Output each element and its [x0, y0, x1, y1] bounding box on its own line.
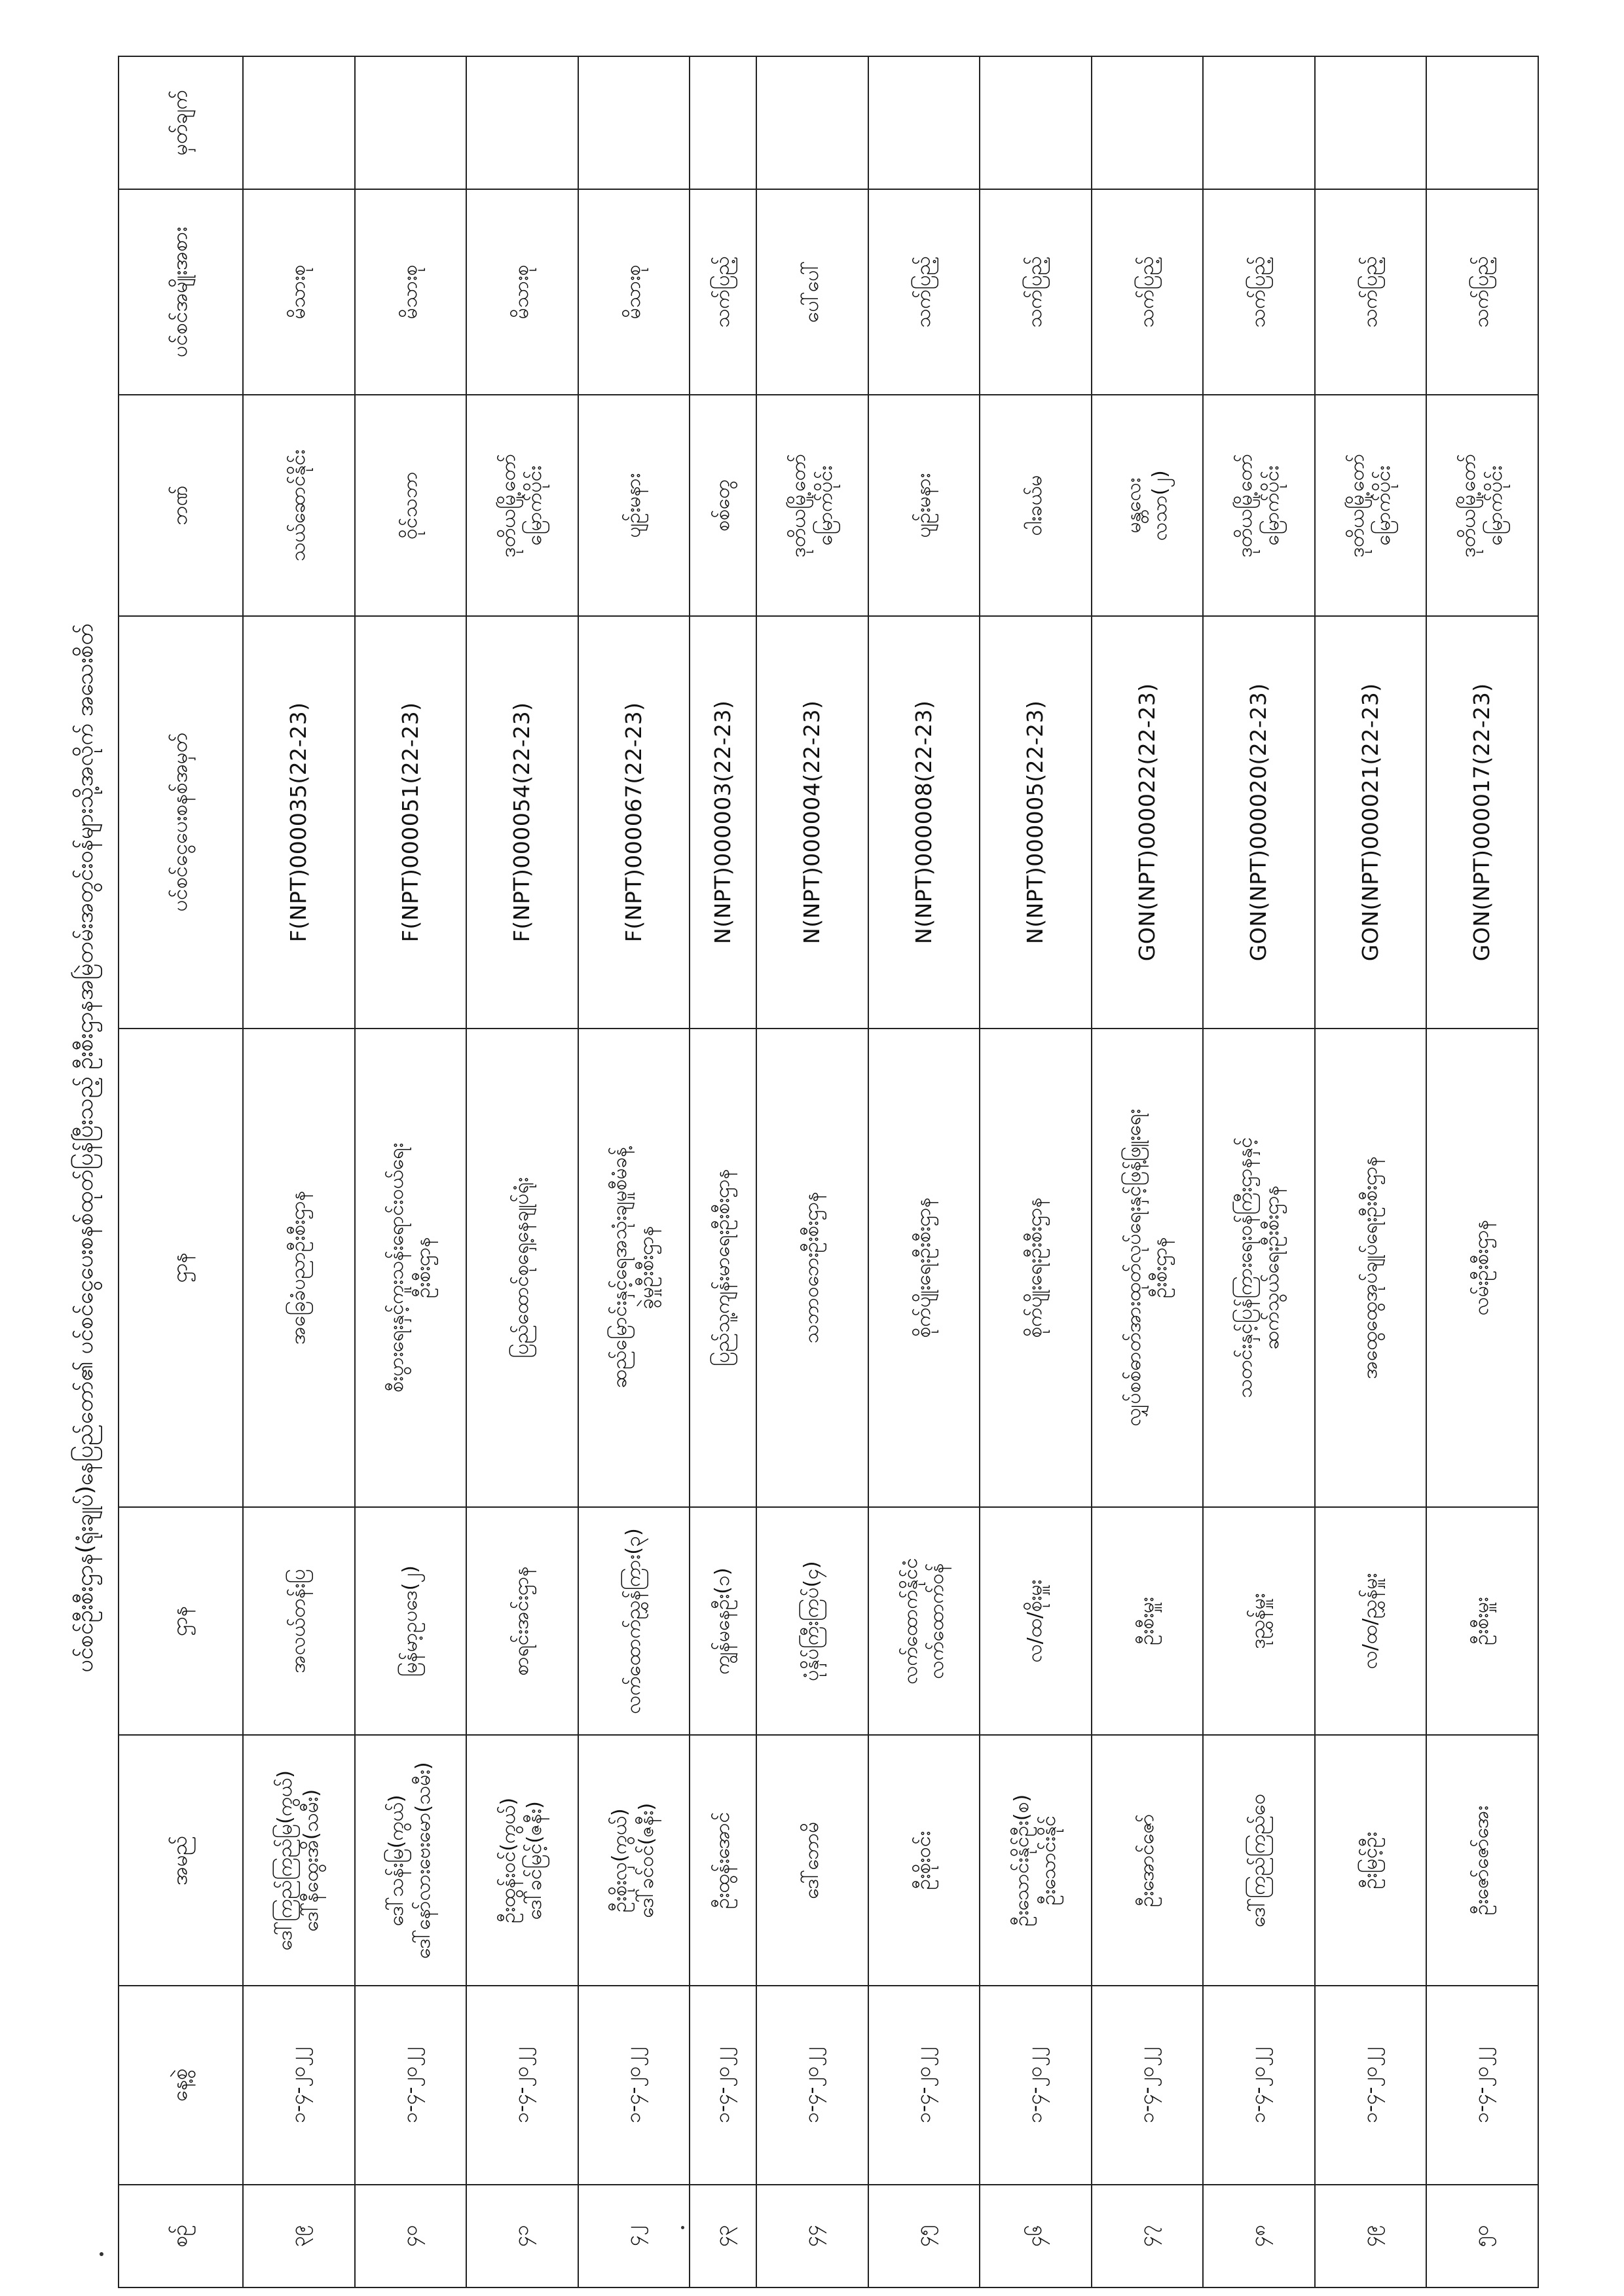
- col-header-bank: ဘဏ်: [119, 395, 243, 615]
- cell-bank: ဒုတိယမြို့တော် မြောက်ပိုင်း: [1315, 395, 1427, 615]
- cell-pension-no: N(NPT)000008(22-23): [868, 616, 980, 1029]
- cell-type: သက်ပြည့်: [980, 189, 1092, 395]
- cell-pension-no: N(NPT)000003(22-23): [690, 616, 756, 1029]
- cell-date: ၁-၄-၂၀၂၂: [243, 1986, 355, 2185]
- cell-remark: [1092, 56, 1204, 189]
- cell-department: စီးပွားရေးနှင့်ကူးသန်းရောင်းဝယ်ရေး ဦးစီးဌာန: [355, 1029, 467, 1507]
- cell-no: ၄၇: [1092, 2185, 1204, 2287]
- cell-pension-no: F(NPT)000051(22-23): [355, 616, 467, 1029]
- cell-pension-no: N(NPT)000004(22-23): [756, 616, 868, 1029]
- cell-office: ဦးစီးမှူး: [1092, 1507, 1204, 1736]
- cell-office: ဦးစီးမှူး: [1426, 1507, 1538, 1736]
- col-header-name: အမည်: [119, 1735, 243, 1985]
- cell-bank: ဝါးခယ်မ: [980, 395, 1092, 615]
- cell-department: သဘာဝဘေးဦးစီးဌာန: [756, 1029, 868, 1507]
- cell-date: ၁-၄-၂၀၂၂: [1426, 1986, 1538, 2185]
- cell-pension-no: GON(NPT)000021(22-23): [1315, 616, 1427, 1029]
- cell-no: ၃၉: [243, 2185, 355, 2287]
- cell-department: အခြေခံပညာဦးစီးဌာန: [243, 1029, 355, 1507]
- table-row: [1092, 56, 1204, 2287]
- cell-date: ၁-၄-၂၀၂၂: [1203, 1986, 1315, 2185]
- table-row: [868, 56, 980, 2287]
- cell-bank: မန္တလေး လသာ(၂): [1092, 395, 1204, 615]
- cell-office: ကျွန်မနေဦး(၁): [690, 1507, 756, 1736]
- col-header-no: စဉ်: [119, 2185, 243, 2287]
- cell-office: လက်ထောက်ညွှန်ကြား(၃): [578, 1507, 690, 1736]
- cell-bank: ပျဉ်းမနား: [578, 395, 690, 615]
- cell-office: ဒုညွှန်မှူး: [1203, 1507, 1315, 1736]
- cell-remark: [868, 56, 980, 189]
- cell-remark: [1315, 56, 1427, 189]
- cell-department: စိုက်ပျိုးရေးဦးစီးဌာန: [980, 1029, 1092, 1507]
- cell-department: အထွေထွေအုပ်ချုပ်ရေးဦးစီးဌာန: [1315, 1029, 1427, 1507]
- cell-date: ၁-၄-၂၀၂၂: [868, 1986, 980, 2185]
- col-header-type: ပင်စင်အမျိုးအစား: [119, 189, 243, 395]
- cell-date: ၁-၄-၂၀၂၂: [756, 1986, 868, 2185]
- col-header-remark: မှတ်ချက်: [119, 56, 243, 189]
- cell-type: သက်ပြည့်: [868, 189, 980, 395]
- cell-type: မိသားစု: [243, 189, 355, 395]
- cell-date: ၁-၄-၂၀၂၂: [1092, 1986, 1204, 2185]
- cell-name: ဦးဇော်ဇော်အေး: [1426, 1735, 1538, 1985]
- cell-remark: [466, 56, 578, 189]
- cell-no: ၄၉: [1315, 2185, 1427, 2287]
- table-row: [980, 56, 1092, 2287]
- cell-office: လ/ထ/စိုးမှူး: [980, 1507, 1092, 1736]
- cell-office: လက်ထောက်နိုင်ငံ လက်ထောက်ဝန်: [868, 1507, 980, 1736]
- cell-department: ပြည်ထောင်စုရှေ့နေချုပ်ရုံး: [466, 1029, 578, 1507]
- cell-type: သက်ပြည့်: [690, 189, 756, 395]
- cell-date: ၁-၄-၂၀၂၂: [1315, 1986, 1427, 2185]
- header-row: [119, 56, 243, 2287]
- cell-name: ဦးစိုးလှ(ကွယ်) ဒေါ်ခင်ဝင်(ဇနီး): [578, 1735, 690, 1985]
- cell-bank: သယ်ဆောင်နိုင်း: [243, 395, 355, 615]
- cell-remark: [578, 56, 690, 189]
- cell-type: သက်ပြည့်: [1426, 189, 1538, 395]
- cell-department: ပြည်သူ့ကျန်းမာရေးဦးစီးဌာန: [690, 1029, 756, 1507]
- table-row: [466, 56, 578, 2287]
- cell-pension-no: GON(NPT)000020(22-23): [1203, 616, 1315, 1029]
- cell-name: ဦးထွန်းဝင်(ကွယ်) ဒေါ်ခင်မြင့်(ဇနီး): [466, 1735, 578, 1985]
- cell-office: စာရင်းအင်းဌာန: [466, 1507, 578, 1736]
- cell-no: ၄၅: [868, 2185, 980, 2287]
- cell-remark: [1426, 56, 1538, 189]
- cell-pension-no: F(NPT)000067(22-23): [578, 616, 690, 1029]
- cell-type: သက်ပြည့်: [1315, 189, 1427, 395]
- table-row: [355, 56, 467, 2287]
- table-row: [1203, 56, 1315, 2287]
- cell-name: ဦးထွန်းအောင်: [690, 1735, 756, 1985]
- cell-type: ပေါ်ပေါ်: [756, 189, 868, 395]
- cell-department: စိုက်ပျိုးရေးဦးစီးဌာန: [868, 1029, 980, 1507]
- cell-office: အလယ်တန်းပြ: [243, 1507, 355, 1736]
- cell-name: ဦးသောင်းနိုင်ဦး(စ) ဦးသောင်းနိုင်: [980, 1735, 1092, 1985]
- cell-date: ၁-၄-၂၀၂၂: [466, 1986, 578, 2185]
- cell-office: လ/ထ/ညွှန်မှူး: [1315, 1507, 1427, 1736]
- cell-remark: [355, 56, 467, 189]
- col-header-office: ဌာန: [119, 1507, 243, 1736]
- cell-bank: ဒုတိယမြို့တော် မြောက်ပိုင်း: [1203, 395, 1315, 615]
- cell-type: မိသားစု: [466, 189, 578, 395]
- cell-no: ၅၀: [1426, 2185, 1538, 2287]
- cell-pension-no: GON(NPT)000017(22-23): [1426, 616, 1538, 1029]
- page-title: ပင်စင်ဦးစီးဌာန(ရုံးချုပ်)နေပြည်တော်၏ ပင်စင်ငွေပေးစနစ်ထုတ်ပြန်ပြီးသည့် ဦးစီးဌာနအမြဲတမ်းအတွင်းဝန်များသို့အလိုက် အသေးစိတ်: [72, 623, 98, 1673]
- cell-pension-no: N(NPT)000005(22-23): [980, 616, 1092, 1029]
- cell-date: ၁-၄-၂၀၂၂: [690, 1986, 756, 2185]
- table-row: [1315, 56, 1427, 2287]
- cell-bank: စစ်တွေ: [690, 395, 756, 615]
- cell-bank: ဝိုင်သဘာ: [355, 395, 467, 615]
- cell-no: ၄၀: [355, 2185, 467, 2287]
- table-row: [1426, 56, 1538, 2287]
- cell-name: ဒေါ်ကြည်ကြည်ဝေ: [1203, 1735, 1315, 1985]
- col-header-date: နေ့စွဲ: [119, 1986, 243, 2185]
- cell-no: ၄၆: [980, 2185, 1092, 2287]
- cell-department: လမ်းဦးစီးဌာန: [1426, 1029, 1538, 1507]
- cell-type: သက်ပြည့်: [1203, 189, 1315, 395]
- cell-bank: ဒုတိယမြို့တော် မြောက်ပိုင်း: [1426, 395, 1538, 615]
- pension-table: [118, 56, 1539, 2288]
- table-row: [243, 56, 355, 2287]
- cell-no: ၄၂: [578, 2185, 690, 2287]
- table-row: [578, 56, 690, 2287]
- cell-remark: [690, 56, 756, 189]
- cell-remark: [1203, 56, 1315, 189]
- cell-no: ၄၄: [756, 2185, 868, 2287]
- cell-department: ဆည်မြောင်းနှင့်ရေအသုံးချမှုစီမံခန့် ခွဲမှုဦးစီးဌာန: [578, 1029, 690, 1507]
- cell-no: ၄၃: [690, 2185, 756, 2287]
- cell-department: လျှပ်စစ်ဓာတ်အားထုတ်လုပ်ရေးနှင့်ဖြန့်ဖြူးရေး ဦးစီးဌာန: [1092, 1029, 1204, 1507]
- cell-name: ဦးမြင့်ဦး: [1315, 1735, 1427, 1985]
- col-header-pension-no: ပင်စင်ငွေပေးစနစ်အမှတ်: [119, 616, 243, 1029]
- cell-name: ဦးအောင်ဇော်: [1092, 1735, 1204, 1985]
- cell-type: မိသားစု: [355, 189, 467, 395]
- cell-pension-no: GON(NPT)000022(22-23): [1092, 616, 1204, 1029]
- cell-bank: ပျဉ်းမနား: [868, 395, 980, 615]
- cell-no: ၄၈: [1203, 2185, 1315, 2287]
- cell-no: ၄၁: [466, 2185, 578, 2287]
- cell-name: ဒေါ်ကြည်ကြည်မြ(ကွယ်) ဒေါ်နီထွေးအိ(သမီး): [243, 1735, 355, 1985]
- cell-type: သက်ပြည့်: [1092, 189, 1204, 395]
- cell-bank: ဒုတိယမြို့တော် မြောက်ပိုင်း: [756, 395, 868, 615]
- scan-speck: [100, 2252, 103, 2256]
- cell-pension-no: F(NPT)000054(22-23): [466, 616, 578, 1029]
- cell-remark: [980, 56, 1092, 189]
- cell-department: သတင်းနှင့်ပြန်ကြားရေးဝန်ကြီးဌာနနှင့် ဆက်သွယ်ရေးဦးစီးဌာန: [1203, 1029, 1315, 1507]
- cell-date: ၁-၄-၂၀၂၂: [355, 1986, 467, 2185]
- cell-name: ဒေါ်ဘောမိ: [756, 1735, 868, 1985]
- cell-date: ၁-၄-၂၀၂၂: [578, 1986, 690, 2185]
- cell-office: ပုံနှိပ်ကြီးကြပ်(၄): [756, 1507, 868, 1736]
- rotated-table-wrapper: [118, 56, 1539, 2288]
- cell-pension-no: F(NPT)000035(22-23): [243, 616, 355, 1029]
- table-row: [756, 56, 868, 2287]
- cell-name: ဦးစိုးဝင်း: [868, 1735, 980, 1985]
- cell-date: ၁-၄-၂၀၂၂: [980, 1986, 1092, 2185]
- table-body: [243, 56, 1538, 2287]
- cell-remark: [243, 56, 355, 189]
- cell-office: မြန်မာ့ဥပဒေ(၂): [355, 1507, 467, 1736]
- table-row: [690, 56, 756, 2287]
- cell-type: မိသားစု: [578, 189, 690, 395]
- cell-bank: ဒုတိယမြို့တော် မြောက်ပိုင်း: [466, 395, 578, 615]
- col-header-department: ဌာန: [119, 1029, 243, 1507]
- cell-name: ဒေါ်သန်းမြ(ကွယ်) ဒေါ်နော်လားဗေးမော(သမီး): [355, 1735, 467, 1985]
- cell-remark: [756, 56, 868, 189]
